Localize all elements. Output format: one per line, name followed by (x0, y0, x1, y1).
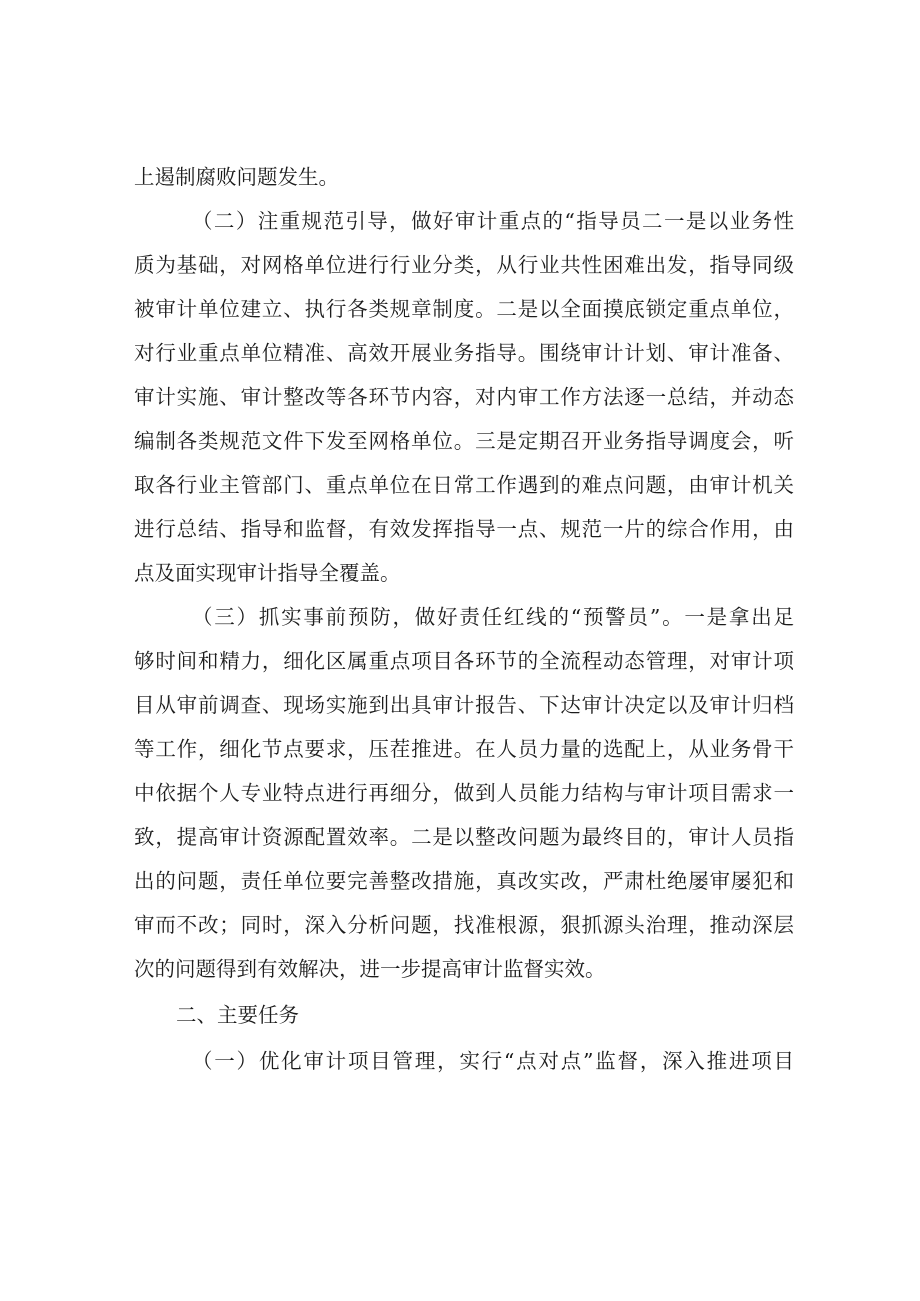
paragraph-line: 审计实施、审计整改等各环节内容，对内审工作方法逐一总结，并动态 (134, 385, 794, 409)
paragraph-line: 出的问题，责任单位要完善整改措施，真改实改，严肃杜绝屡审屡犯和 (134, 869, 794, 893)
paragraph-line: 进行总结、指导和监督，有效发挥指导一点、规范一片的综合作用，由 (134, 517, 794, 541)
paragraph-line: 等工作，细化节点要求，压茬推进。在人员力量的选配上，从业务骨干 (134, 737, 794, 761)
paragraph-line: 点及面实现审计指导全覆盖。 (134, 561, 401, 585)
paragraph-line: 对行业重点单位精准、高效开展业务指导。围绕审计计划、审计准备、 (134, 341, 794, 365)
paragraph-line: 编制各类规范文件下发至网格单位。三是定期召开业务指导调度会，听 (134, 429, 794, 453)
paragraph-line: 够时间和精力，细化区属重点项目各环节的全流程动态管理，对审计项 (134, 649, 794, 673)
paragraph-line: 次的问题得到有效解决，进一步提高审计监督实效。 (134, 957, 606, 981)
paragraph-line: 中依据个人专业特点进行再细分，做到人员能力结构与审计项目需求一 (134, 781, 794, 805)
paragraph-line: 审而不改；同时，深入分析问题，找准根源，狠抓源头治理，推动深层 (134, 913, 794, 937)
paragraph-line: 质为基础，对网格单位进行行业分类，从行业共性困难出发，指导同级 (134, 253, 794, 277)
section-heading: 二、主要任务 (176, 1003, 299, 1027)
paragraph-line: 取各行业主管部门、重点单位在日常工作遇到的难点问题，由审计机关 (134, 473, 794, 497)
paragraph-line: 致，提高审计资源配置效率。二是以整改问题为最终目的，审计人员指 (134, 825, 794, 849)
paragraph-line: （二）注重规范引导，做好审计重点的“指导员二一是以业务性 (192, 209, 794, 233)
paragraph-line: 被审计单位建立、执行各类规章制度。二是以全面摸底锁定重点单位， (134, 297, 794, 321)
paragraph-line: 目从审前调查、现场实施到出具审计报告、下达审计决定以及审计归档 (134, 693, 794, 717)
paragraph-line: 上遏制腐败问题发生。 (134, 165, 339, 189)
paragraph-line: （一）优化审计项目管理，实行“点对点”监督，深入推进项目 (192, 1049, 794, 1073)
paragraph-line: （三）抓实事前预防，做好责任红线的“预警员”。一是拿出足 (192, 605, 794, 629)
